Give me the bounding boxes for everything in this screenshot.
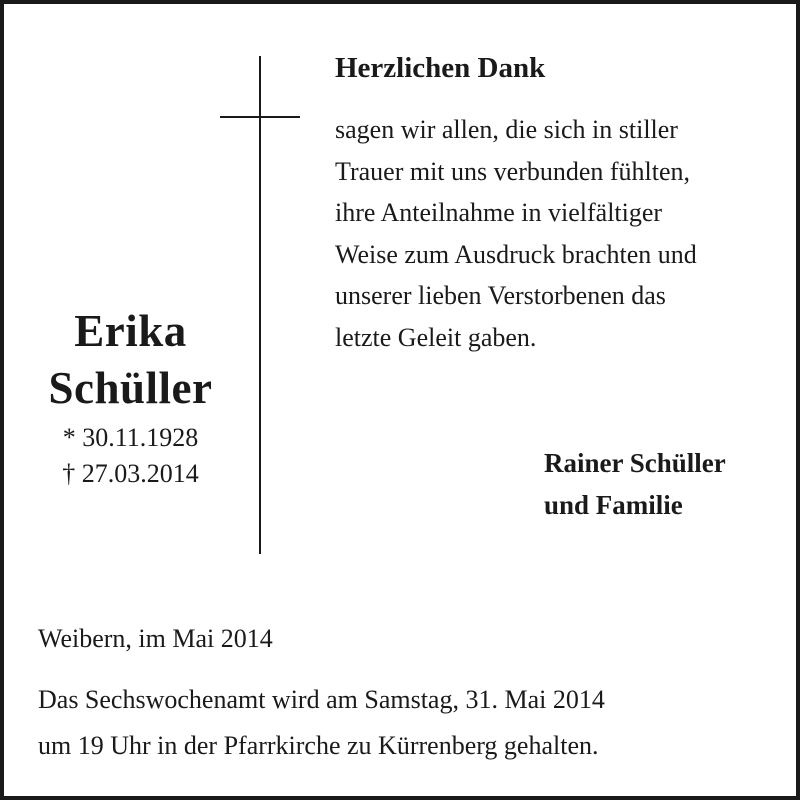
cross-icon [259, 56, 261, 554]
service-notice-line: um 19 Uhr in der Pfarrkirche zu Kürrenberg gehalten. [38, 731, 599, 760]
cross-bar [220, 116, 300, 118]
thanks-message [335, 115, 775, 364]
signature-family: und Familie [544, 490, 683, 520]
message-line: Weise zum Ausdruck brachten und [335, 239, 697, 269]
thanks-heading: Herzlichen Dank [335, 52, 546, 84]
deceased-last-name: Schüller [48, 363, 213, 413]
death-date: † 27.03.2014 [62, 459, 199, 488]
message-line: letzte Geleit gaben. [335, 322, 537, 352]
service-notice-line: Das Sechswochenamt wird am Samstag, 31. Mai 2014 [38, 685, 605, 714]
deceased-first-name: Erika [74, 306, 187, 356]
message-line: sagen wir allen, die sich in stiller [335, 115, 678, 144]
message-line: unserer lieben Verstorbenen das [335, 281, 666, 310]
signature-name: Rainer Schüller [544, 448, 726, 478]
birth-date: * 30.11.1928 [62, 423, 199, 452]
place-date: Weibern, im Mai 2014 [38, 624, 273, 653]
message-line: ihre Anteilnahme in vielfältiger [335, 198, 663, 227]
message-line: Trauer mit uns verbunden fühlten, [335, 156, 691, 186]
